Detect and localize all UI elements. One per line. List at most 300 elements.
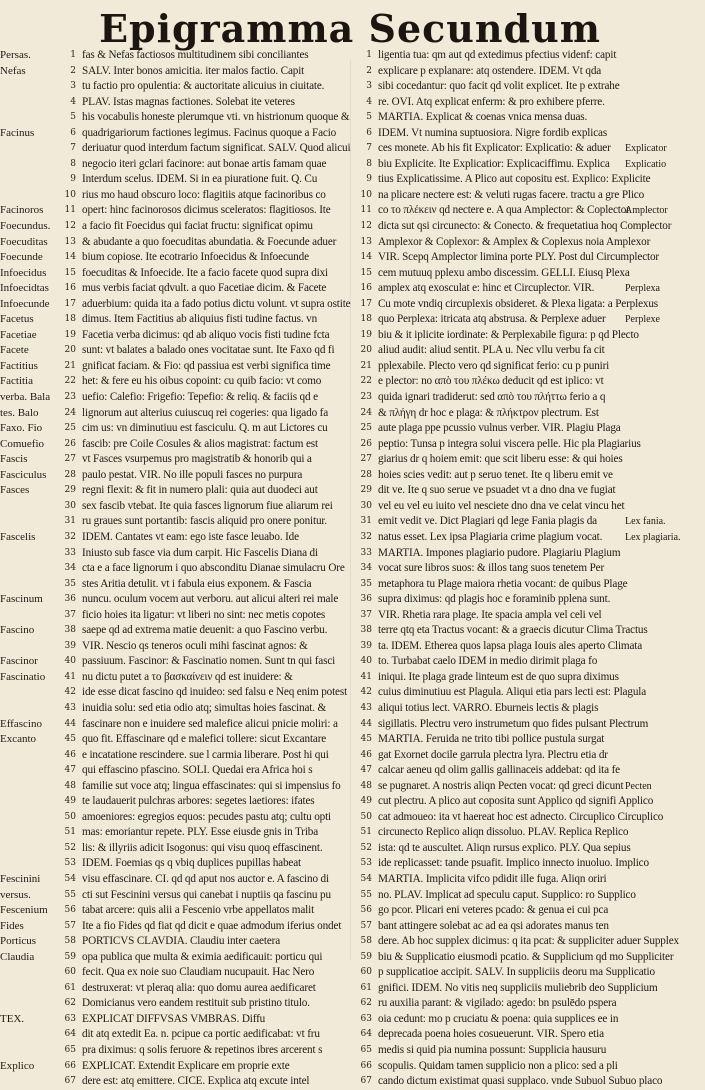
margin-term: Fascis [0,453,28,466]
text-line [0,250,367,266]
line-text: regni flexit: & fit in numero plali: quia aut duodeci aut [82,484,318,497]
line-text: cando dictum existimat quasi supplaco. vnde Subuol Subuo placo [378,1075,663,1088]
text-line [352,141,705,157]
text-line [0,608,367,624]
line-text: gat Exornet docile garrula plectra lyra. Plectru etia dr [378,748,608,761]
text-line [352,841,705,857]
line-text: het: & fere eu his oibus copoint: cu quib facio: vt como [82,375,322,388]
line-number: 65 [64,1045,76,1055]
line-text: MARTIA. Explicat & coenas vnica mensa duas. [378,111,588,124]
text-line [352,950,705,966]
text-line [0,546,367,562]
text-line [0,219,367,235]
line-text: tu factio pro opulentia: & auctoritate alicuius in ciuitate. [82,80,325,93]
text-line [352,110,705,126]
text-line [352,810,705,826]
text-line [352,996,705,1012]
text-line [0,48,367,64]
line-text: Amplexor & Coplexor: & Amplex & Coplexus noia Amplexor [378,235,651,248]
margin-term [0,499,56,515]
line-text: calcar aeneu qd olim gallis gallinaceis addebat: qd ita fe [378,764,620,777]
text-line [0,670,367,686]
margin-term: Fasces [0,484,30,497]
line-text: bium copiose. Ite ecotrario Infoecidus & Infoecunde [82,251,309,264]
line-text: PORTICVS CLAVDIA. Claudiu inter caetera [82,935,281,948]
line-text: e incatatione rescindere. sue l carmia liberare. Post hi qui [82,748,329,761]
text-line [352,343,705,359]
text-line [352,328,705,344]
margin-term: Foecundus. [0,220,51,233]
line-text: gnificat faciam. & Fio: qd passiua est verbi significa time [82,359,331,372]
line-number: 28 [64,469,76,480]
line-number: 63 [360,1013,372,1024]
margin-term [623,452,705,468]
margin-term [623,48,705,64]
margin-term [623,250,705,266]
line-number: 42 [360,687,372,698]
line-number: 67 [360,1076,372,1087]
margin-term: Comuefio [0,437,44,450]
line-text: gnifici. IDEM. No vitis neq suppliciis muliebrib deo Supplicium [378,981,658,994]
margin-term [623,1027,705,1043]
line-number: 46 [64,749,76,760]
line-text: re. OVI. Atq explicat enferm: & pro exhibere pferre. [378,95,605,108]
line-text: VIR. Nescio qs teneros oculi mihi fascinat agnos: & [82,639,308,652]
line-text: mus verbis faciat qdvult. a quo Facetiae dicim. & Facete [82,282,327,295]
margin-term [623,825,705,841]
text-line [0,483,367,499]
line-number: 58 [64,936,76,947]
line-number: 47 [64,765,76,776]
line-text: cim us: vn diminutiuu est fasciculu. Q. m aut Lictores cu [82,422,328,435]
margin-term: Infoecunde [0,297,50,310]
text-line [0,732,367,748]
margin-term [623,297,705,313]
line-number: 29 [64,485,76,496]
line-text: sunt: vt balates a balado ones vocitatae sunt. Ite Faxo qd fi [82,344,335,357]
line-number: 17 [64,298,76,309]
margin-term: Claudia [0,950,35,963]
margin-term [0,965,56,981]
margin-term [623,110,705,126]
text-line [0,577,367,593]
line-number: 62 [64,998,76,1009]
line-number: 21 [64,360,76,371]
line-text: dimus. Item Factitius ab aliquius fisti tudine factus. vn [82,313,318,326]
line-number: 34 [64,563,76,574]
text-line [0,406,367,422]
margin-term: Fascelis [0,530,36,543]
line-number: 20 [64,345,76,356]
margin-term [623,95,705,111]
line-number: 9 [366,174,372,185]
margin-term [0,110,56,126]
margin-term: Facinus [0,126,35,139]
text-line [0,468,367,484]
line-number: 54 [360,873,372,884]
margin-term [623,592,705,608]
text-line [352,748,705,764]
text-line [352,250,705,266]
text-line [0,95,367,111]
line-text: nu dictu putet a το βασκαίνειν qd est inuidere: & [82,670,293,683]
text-line [352,919,705,935]
line-text: MARTIA. Impones plagiario pudore. Plagiariu Plagium [378,546,621,559]
line-text: familie sut voce atq; lingua effascinates: qui si impensius fo [82,779,341,792]
line-number: 11 [64,205,76,216]
margin-term [623,1012,705,1028]
margin-term [623,654,705,670]
line-text: cta e a face lignorum i quo absconditu Dianae simulacru Ore [82,562,345,575]
text-line [352,1012,705,1028]
margin-term [0,685,56,701]
line-text: to. Turbabat caelo IDEM in medio dirimit plaga fo [378,655,598,668]
margin-term [0,841,56,857]
margin-term: Fascinor [0,655,38,668]
line-text: hoies scies vedit: aut p seruo tenet. Ite q liberu emit ve [378,468,613,481]
margin-term: Explico [0,1059,35,1072]
margin-term: Amplector [625,205,668,217]
line-number: 55 [360,889,372,900]
line-number: 19 [64,329,76,340]
margin-term [0,996,56,1012]
margin-term [0,95,56,111]
text-line [352,203,705,219]
margin-term [623,903,705,919]
text-line [0,685,367,701]
margin-term [0,779,56,795]
line-number: 55 [64,889,76,900]
margin-term: Perplexe [625,314,660,326]
text-line [0,110,367,126]
line-number: 48 [64,780,76,791]
margin-term: Facetus [0,313,34,326]
line-number: 20 [360,345,372,356]
line-text: destruxerat: vt pleraq alia: quo domu aurea aedificaret [82,981,316,994]
line-text: amplex atq exosculat e: hinc et Circuplector. VIR. [378,282,595,295]
text-line [0,374,367,390]
margin-term: tes. Balo [0,406,39,419]
margin-term [0,546,56,562]
text-line [352,188,705,204]
line-number: 61 [64,982,76,993]
margin-term [623,794,705,810]
margin-term [0,981,56,997]
text-line [0,266,367,282]
line-text: p supplicatioe accipit. SALV. In suppliciis deoru ma Supplicatio [378,966,655,979]
line-text: ista: qd te auscultet. Aliqn rursus explico. PLY. Qua sepius [378,841,631,854]
margin-term [623,483,705,499]
margin-term [0,748,56,764]
line-text: opert: hinc facinorosos dicimus sceleratos: flagitiosos. Ite [82,204,331,217]
line-text: pplexabile. Plecto vero qd significat ferio: cu p puniri [378,359,610,372]
text-line [0,1043,367,1059]
text-line [352,639,705,655]
line-text: IDEM. Foemias qs q vbiq duplices pupillas habeat [82,857,302,870]
text-line [352,452,705,468]
text-line [0,390,367,406]
line-number: 8 [366,158,372,169]
line-text: ligentia tua: qm aut qd extedimus pfectius videnf: capit [378,49,617,61]
line-text: ide esse dicat fascino qd inuideo: sed falsu e Neq enim potest [82,686,348,699]
text-line [0,888,367,904]
text-line [352,219,705,235]
line-number: 3 [70,81,76,92]
margin-term [623,188,705,204]
line-number: 1 [70,50,76,60]
text-line [352,421,705,437]
line-number: 30 [360,500,372,511]
text-line [352,126,705,142]
margin-term [0,79,56,95]
margin-term [623,343,705,359]
line-number: 13 [64,236,76,247]
line-text: sex fascib vtebat. Ite quia fasces lignorum fiue aliarum rei [82,499,333,512]
line-number: 21 [360,360,372,371]
line-text: circunecto Replico aliqn dissoluo. PLAV. Replica Replico [378,826,629,839]
line-text: passiuum. Fascinor: & Fascinatio nomen. Sunt tn qui fasci [82,655,336,668]
line-number: 15 [360,267,372,278]
line-number: 14 [360,252,372,263]
text-line [352,297,705,313]
line-number: 50 [360,811,372,822]
text-line [352,468,705,484]
margin-term: Pecten [625,780,652,792]
line-text: inuidia solu: sed etia odio atq; simultas hoies fascinat. & [82,701,327,714]
text-line [352,359,705,375]
margin-term [0,763,56,779]
text-line [352,732,705,748]
page-heading: Epigramma Secundum [99,6,601,51]
line-number: 37 [64,609,76,620]
line-number: 54 [64,873,76,884]
line-text: giarius dr q hoiem emit: que scit liberu esse: & qui hoies [378,453,623,466]
line-text: quadrigariorum factiones legimus. Facinus quoque a Facio [82,126,337,139]
margin-term [623,996,705,1012]
line-text: lis: & illyriis adicit Isogonus: qui visu quoq effascinent. [82,841,323,854]
margin-term: Persas. [0,49,31,61]
margin-term [0,856,56,872]
line-number: 5 [70,112,76,123]
margin-term: verba. Bala [0,391,51,404]
margin-term: Explicator [625,143,667,155]
text-line [0,592,367,608]
line-text: quida ignari tradiderut: sed απὸ του πλήττω ferio a q [378,391,606,404]
line-text: negocio iteri gclari facinore: aut bonae artis famam quae [82,157,327,170]
text-line [352,654,705,670]
margin-term: Foecuditas [0,235,48,248]
line-number: 9 [70,174,76,185]
text-line [0,810,367,826]
line-number: 57 [360,920,372,931]
line-number: 24 [64,407,76,418]
line-number: 52 [360,842,372,853]
line-number: 61 [360,982,372,993]
text-line [352,763,705,779]
line-number: 36 [360,594,372,605]
margin-term [623,841,705,857]
text-line [352,701,705,717]
line-number: 35 [64,578,76,589]
line-number: 50 [64,811,76,822]
margin-term: Foecunde [0,251,43,264]
line-text: explicare p explanare: atq ostendere. IDEM. Vt qda [378,64,602,77]
text-line [0,794,367,810]
text-line [352,95,705,111]
line-text: ta. IDEM. Etherea quos lapsa plaga Iouis ales aperto Climata [378,639,643,652]
line-text: natus esset. Lex ipsa Plagiaria crime plagium vocat. [378,530,603,543]
line-number: 59 [64,951,76,962]
line-text: biu & it iplicite iordinate: & Perplexabile figura: p qd Plecto [378,328,639,341]
text-line [352,903,705,919]
line-number: 66 [64,1060,76,1071]
line-number: 19 [360,329,372,340]
line-text: Facetia verba dicimus: qd ab aliquo vocis fisti tudine fcta [82,328,330,341]
margin-term [623,981,705,997]
line-text: sibi cocedantur: quo facit qd volit explicet. Ite p extrahe [378,80,620,93]
line-text: vt Fasces vsurpemus pro magistratib & honorib qui a [82,453,312,466]
line-text: medis si quid pia numina possunt: Supplicia hausuru [378,1044,607,1056]
line-text: dere est: atq emittere. CICE. Explica atq excute intel [82,1075,310,1088]
margin-term [623,856,705,872]
margin-term [623,64,705,80]
text-line [0,79,367,95]
line-number: 33 [360,547,372,558]
line-text: biu & Supplicatio eiusmodi pcatio. & Supplicium qd mo Suppliciter [378,950,674,963]
text-line [0,981,367,997]
margin-term [623,748,705,764]
line-text: dere. Ab hoc supplex dicimus: q ita pcat: & suppliciter aduer Supplex [378,935,679,948]
line-text: cuius diminutiuu est Plagula. Aliqui etia pars lecti est: Plagula [378,686,647,699]
margin-term [623,577,705,593]
margin-term [623,266,705,282]
line-text: saepe qd ad extrema matie deuenit: a quo Fascino verbu. [82,624,328,637]
line-text: cti sut Fescinini versus qui canebat i nuptiis qa fascinu pu [82,888,331,901]
line-text: terre qtq eta Tractus vocant: & a graecis dicutur Clima Tractus [378,624,648,637]
margin-term [623,499,705,515]
line-number: 43 [360,702,372,713]
margin-term: Fascinatio [0,670,46,683]
line-text: aduerbium: quida ita a fado potius dictu volunt. vt supra ostite [82,297,351,310]
text-line [352,64,705,80]
text-line [0,1074,367,1090]
line-number: 12 [64,221,76,232]
line-number: 24 [360,407,372,418]
line-number: 45 [64,734,76,745]
line-text: peptio: Tunsa p integra solui viscera pelle. Hic pla Plagiarius [378,437,641,450]
text-line [352,856,705,872]
text-line [0,1059,367,1075]
text-line [0,64,367,80]
line-text: pra diximus: q solis feruore & repetinos ibres arcerent s [82,1044,323,1056]
line-text: a facio fit Foecidus qui faciat fructu: significat opimu [82,220,313,233]
text-line [0,203,367,219]
line-text: uefio: Calefio: Frigefio: Tepefio: & reliq. & faciis qd e [82,391,318,404]
line-number: 2 [366,65,372,76]
line-number: 25 [64,423,76,434]
line-text: cem mutuuq pplexu ambo discessim. GELLI. Eiusq Plexa [378,266,630,279]
margin-term [623,421,705,437]
text-line [352,794,705,810]
line-number: 28 [360,469,372,480]
line-text: biu Explicite. Ite Explicatior: Explicaciffimu. Explica [378,157,610,170]
text-line [352,374,705,390]
line-text: e plector: no απὸ του πλέκω deducit qd est iplico: vt [378,375,604,388]
line-text: go pcor. Plicari eni veteres pcado: & genua ei cui pca [378,904,609,917]
line-text: dit atq extedit Ea. n. pcipue ca portic aedificabat: vt fru [82,1028,320,1041]
margin-term: Porticus [0,935,37,948]
margin-term: Perplexa [625,283,660,295]
text-line [352,779,705,795]
line-number: 6 [70,127,76,138]
line-text: no. PLAV. Implicat ad speculu caput. Supplico: ro Supplico [378,888,636,901]
text-line [352,406,705,422]
margin-term: Fasciculus [0,468,47,481]
line-number: 16 [360,283,372,294]
margin-term: Nefas [0,64,26,77]
line-number: 38 [360,625,372,636]
margin-term: Factitia [0,375,33,388]
text-line [352,592,705,608]
line-number: 10 [360,189,372,200]
line-number: 6 [366,127,372,138]
text-line [0,872,367,888]
line-text: Cu mote vndiq circuplexis obsideret. & Plexa ligata: a Perplexus [378,297,658,310]
left-column [0,48,367,1090]
line-text: oia cedunt: mo p cruciatu & poena: quia supplices ee in [378,1012,619,1025]
margin-term [623,468,705,484]
line-text: Domicianus vero eandem restituit sub pristino titulo. [82,997,310,1010]
line-number: 18 [64,314,76,325]
text-line [0,1027,367,1043]
text-line [0,996,367,1012]
margin-term [0,639,56,655]
line-number: 42 [64,687,76,698]
line-text: PLAV. Istas magnas factiones. Solebat ite veteres [82,95,295,108]
line-text: bant attingere solebat ac ad ea qsi adorates manus ten [378,919,609,932]
line-text: te laudauerit pulchras arbores: segetes laetiores: ifates [82,795,315,808]
line-number: 39 [360,640,372,651]
text-line [0,763,367,779]
margin-term: Facetiae [0,328,37,341]
margin-term: Infoecidus [0,266,47,279]
line-number: 17 [360,298,372,309]
line-text: cat admoueo: ita vt haereat hoc est adnecto. Circuplico Circuplico [378,810,664,823]
text-line [0,514,367,530]
text-line [0,825,367,841]
line-number: 60 [360,967,372,978]
margin-term: Fascino [0,624,35,637]
line-number: 38 [64,625,76,636]
line-text: ru auxilia parant: & vigilado: agedo: bn psulēdo pspera [378,997,617,1010]
margin-term [623,888,705,904]
margin-term [0,1074,56,1090]
margin-term [0,810,56,826]
line-number: 27 [360,454,372,465]
margin-term [623,810,705,826]
text-line [352,608,705,624]
text-line [352,172,705,188]
margin-term: Fescenium [0,904,48,917]
margin-term [0,608,56,624]
text-line [352,437,705,453]
line-text: rius mo haud obscuro loco: flagitiis atque facinoribus co [82,188,326,201]
line-text: ru graues sunt portantib: fascis aliquid pro onere ponitur. [82,515,327,528]
line-number: 41 [64,671,76,682]
line-text: dit ve. Ite q suo serue ve psuadet vt a dno dna ve fugiat [378,484,616,497]
text-line [0,499,367,515]
line-number: 56 [360,905,372,916]
